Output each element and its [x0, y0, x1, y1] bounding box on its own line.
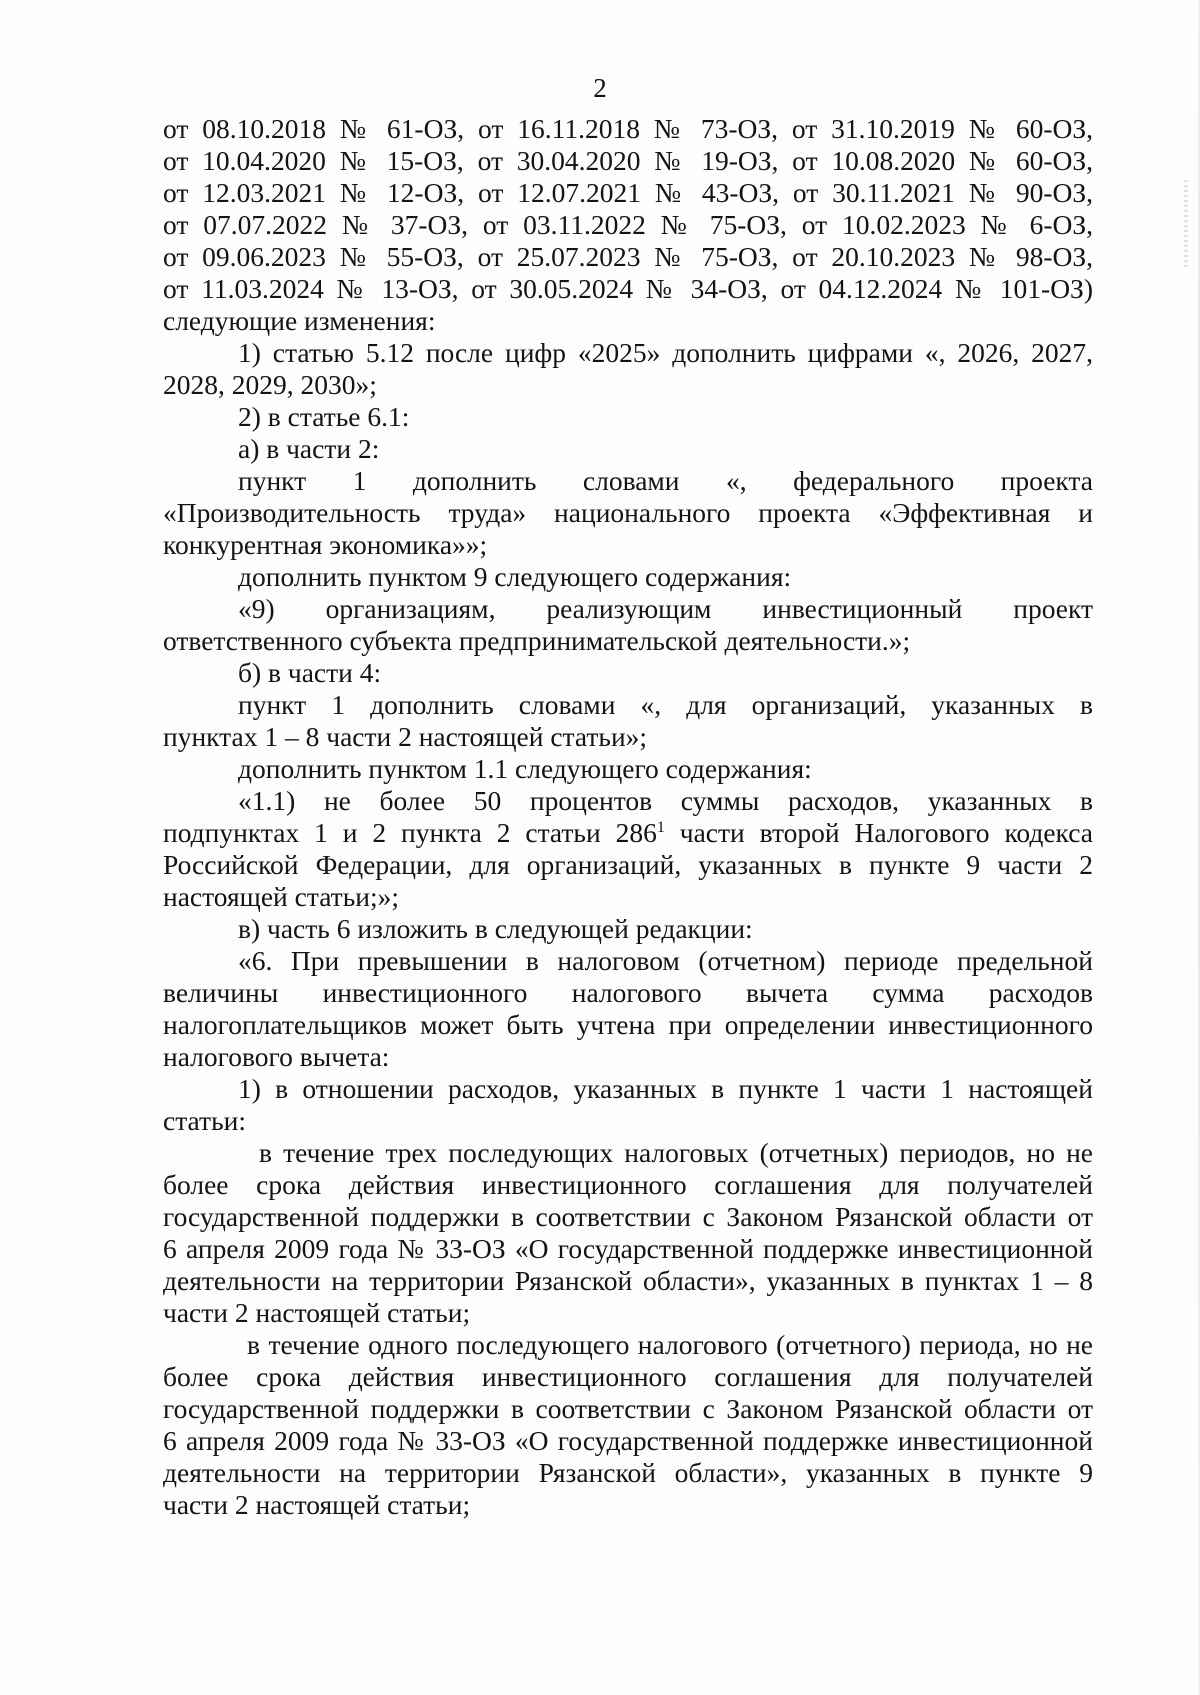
text-line: настоящей статьи;»; [163, 881, 399, 912]
text-line: части 2 настоящей статьи; [163, 1489, 471, 1520]
text-line: величины инвестиционного налогового вычета сумма расходов [163, 977, 1093, 1008]
text-line: части 2 настоящей статьи; [163, 1297, 471, 1328]
text-line: 6 апреля 2009 года № 33-ОЗ «О государственной поддержке инвестиционной [163, 1425, 1093, 1456]
text-line: статьи: [163, 1105, 246, 1136]
text-line: деятельности на территории Рязанской области», указанных в пунктах 1 – 8 [163, 1265, 1093, 1296]
text-line: ответственного субъекта предпринимательской деятельности.»; [163, 625, 911, 656]
superscript: 1 [656, 818, 665, 836]
scan-artifact [1184, 180, 1188, 270]
text-line: 1) в отношении расходов, указанных в пункте 1 части 1 настоящей [238, 1073, 1093, 1104]
text-line: дополнить пунктом 9 следующего содержания: [238, 561, 792, 592]
text-line: б) в части 4: [238, 657, 382, 688]
text-line: а) в части 2: [238, 433, 380, 464]
text-line: 6 апреля 2009 года № 33-ОЗ «О государственной поддержке инвестиционной [163, 1233, 1093, 1264]
text-line: в) часть 6 изложить в следующей редакции: [238, 913, 753, 944]
text-line: от 09.06.2023 № 55-ОЗ, от 25.07.2023 № 75-ОЗ, от 20.10.2023 № 98-ОЗ, [163, 241, 1093, 272]
text-line: конкурентная экономика»»; [163, 529, 488, 560]
text-line: пункт 1 дополнить словами «, федерального проекта [238, 465, 1093, 496]
text-line: более срока действия инвестиционного соглашения для получателей [163, 1361, 1093, 1392]
text-line [163, 817, 1093, 849]
text-line: государственной поддержки в соответствии с Законом Рязанской области от [163, 1393, 1093, 1424]
text-line: «9) организациям, реализующим инвестиционный проект [238, 593, 1093, 624]
text-line: от 07.07.2022 № 37-ОЗ, от 03.11.2022 № 75-ОЗ, от 10.02.2023 № 6-ОЗ, [163, 209, 1093, 240]
text-line: «Производительность труда» национального проекта «Эффективная и [163, 497, 1093, 528]
text-line: 2028, 2029, 2030»; [163, 369, 377, 400]
text-line: в течение трех последующих налоговых (отчетных) периодов, но не [259, 1137, 1093, 1168]
law-amendment-text [163, 113, 1093, 1521]
text-line: дополнить пунктом 1.1 следующего содержания: [238, 753, 812, 784]
text-line: деятельности на территории Рязанской области», указанных в пункте 9 [163, 1457, 1093, 1488]
text-line: пунктах 1 – 8 части 2 настоящей статьи»; [163, 721, 648, 752]
page-number: 2 [593, 73, 607, 103]
text-line: от 10.04.2020 № 15-ОЗ, от 30.04.2020 № 19-ОЗ, от 10.08.2020 № 60-ОЗ, [163, 145, 1093, 176]
text-fragment: подпунктах 1 и 2 пункта 2 статьи 286 [163, 817, 657, 848]
text-fragment: части второй Налогового кодекса [664, 817, 1093, 848]
text-line: от 12.03.2021 № 12-ОЗ, от 12.07.2021 № 43-ОЗ, от 30.11.2021 № 90-ОЗ, [163, 177, 1093, 208]
text-line: Российской Федерации, для организаций, указанных в пункте 9 части 2 [163, 849, 1093, 880]
text-line: 2) в статье 6.1: [238, 401, 410, 432]
text-line: налогового вычета: [163, 1041, 390, 1072]
text-line: следующие изменения: [163, 305, 436, 336]
text-line: более срока действия инвестиционного соглашения для получателей [163, 1169, 1093, 1200]
text-line: «6. При превышении в налоговом (отчетном) периоде предельной [238, 945, 1093, 976]
text-line: от 08.10.2018 № 61-ОЗ, от 16.11.2018 № 73-ОЗ, от 31.10.2019 № 60-ОЗ, [163, 113, 1093, 144]
text-line: «1.1) не более 50 процентов суммы расходов, указанных в [238, 785, 1093, 816]
text-line: налогоплательщиков может быть учтена при определении инвестиционного [163, 1009, 1093, 1040]
text-line: государственной поддержки в соответствии с Законом Рязанской области от [163, 1201, 1093, 1232]
text-line: от 11.03.2024 № 13-ОЗ, от 30.05.2024 № 34-ОЗ, от 04.12.2024 № 101-ОЗ) [163, 273, 1093, 304]
text-line: 1) статью 5.12 после цифр «2025» дополнить цифрами «, 2026, 2027, [238, 337, 1093, 368]
text-line: в течение одного последующего налогового (отчетного) периода, но не [247, 1329, 1093, 1360]
text-line: пункт 1 дополнить словами «, для организаций, указанных в [238, 689, 1093, 720]
